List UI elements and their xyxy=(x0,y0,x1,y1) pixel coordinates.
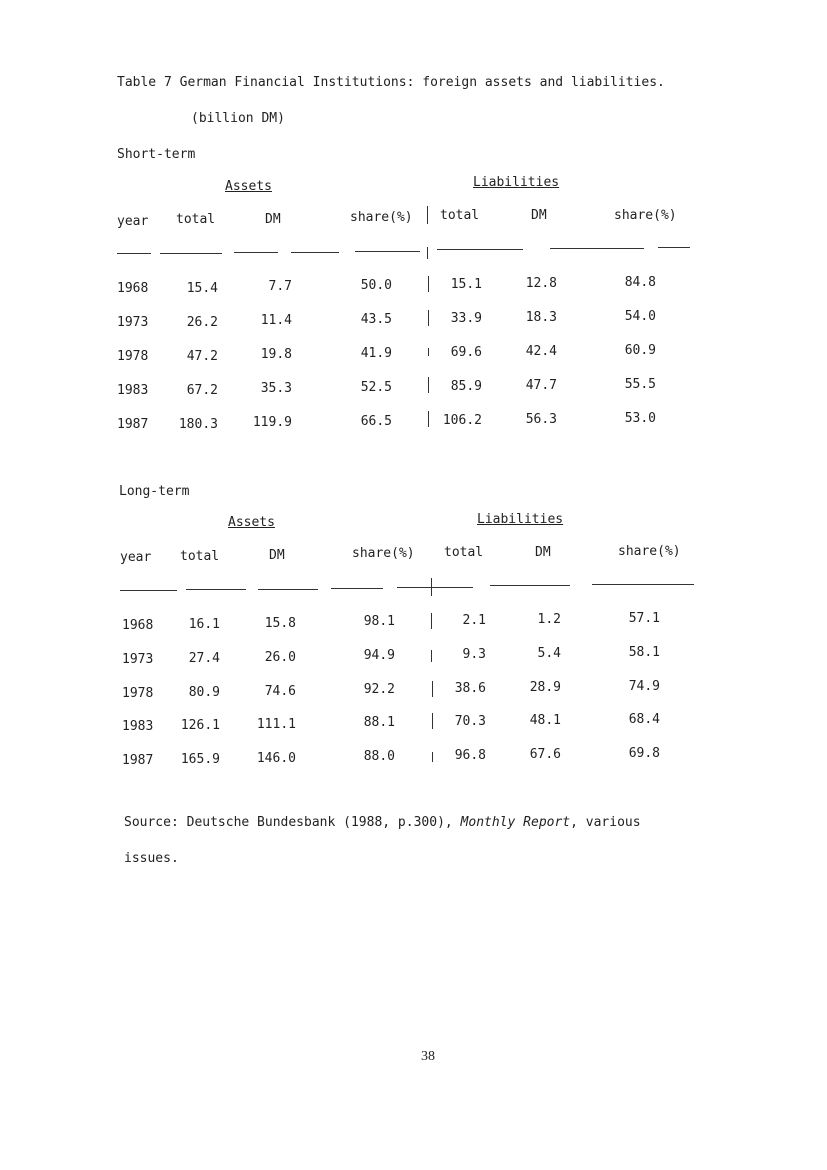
cell-liab-total: 106.2 xyxy=(442,413,482,428)
cell-year: 1978 xyxy=(117,349,149,364)
cell-assets-total: 16.1 xyxy=(188,617,220,632)
cell-assets-share: 88.0 xyxy=(363,749,395,764)
source-text-suffix: , various xyxy=(570,815,641,830)
cell-assets-share: 43.5 xyxy=(360,312,392,327)
cell-year: 1983 xyxy=(122,719,154,734)
cell-assets-total: 180.3 xyxy=(178,417,218,432)
cell-assets-total: 80.9 xyxy=(188,685,220,700)
cell-liab-share: 55.5 xyxy=(624,377,656,392)
cell-liab-dm: 1.2 xyxy=(537,612,561,627)
header-rule xyxy=(234,252,278,253)
cell-liab-total: 96.8 xyxy=(454,748,486,763)
cell-assets-dm: 7.7 xyxy=(268,279,292,294)
col-header-assets-dm: DM xyxy=(265,212,281,227)
header-rule xyxy=(550,248,644,249)
cell-assets-dm: 111.1 xyxy=(256,717,296,732)
cell-assets-total: 26.2 xyxy=(186,315,218,330)
col-header-assets-total: total xyxy=(176,212,216,227)
header-rule xyxy=(397,587,473,588)
cell-assets-dm: 74.6 xyxy=(264,684,296,699)
cell-liab-share: 84.8 xyxy=(624,275,656,290)
cell-liab-share: 53.0 xyxy=(624,411,656,426)
cell-year: 1968 xyxy=(122,618,154,633)
source-note-line2: issues. xyxy=(124,851,179,866)
col-header-assets-share: share(%) xyxy=(352,546,415,561)
cell-liab-share: 57.1 xyxy=(628,611,660,626)
cell-assets-total: 126.1 xyxy=(180,718,220,733)
cell-liab-dm: 5.4 xyxy=(537,646,561,661)
cell-year: 1968 xyxy=(117,281,149,296)
cell-liab-total: 33.9 xyxy=(450,311,482,326)
section-label-long-term: Long-term xyxy=(119,484,190,499)
header-rule xyxy=(437,249,523,250)
header-rule xyxy=(186,589,246,590)
source-note xyxy=(124,815,641,830)
cell-year: 1983 xyxy=(117,383,149,398)
col-header-assets-share: share(%) xyxy=(350,210,413,225)
cell-liab-dm: 18.3 xyxy=(525,310,557,325)
table-title: Table 7 German Financial Institutions: foreign assets and liabilities. xyxy=(117,75,665,90)
col-header-liab-share: share(%) xyxy=(618,544,681,559)
cell-assets-total: 15.4 xyxy=(186,281,218,296)
column-separator xyxy=(431,613,432,629)
cell-assets-dm: 26.0 xyxy=(264,650,296,665)
group-header-assets: Assets xyxy=(225,179,272,194)
header-rule xyxy=(331,588,383,589)
column-separator xyxy=(431,578,432,596)
column-separator xyxy=(428,276,429,292)
column-separator xyxy=(427,247,428,259)
col-header-year: year xyxy=(120,550,152,565)
header-rule xyxy=(117,253,151,254)
column-separator xyxy=(427,206,428,224)
source-text: Source: Deutsche Bundesbank (1988, p.300), xyxy=(124,815,461,830)
col-header-assets-total: total xyxy=(180,549,220,564)
header-rule xyxy=(355,251,420,252)
section-label-short-term: Short-term xyxy=(117,147,196,162)
cell-assets-share: 41.9 xyxy=(360,346,392,361)
cell-assets-share: 92.2 xyxy=(363,682,395,697)
cell-assets-total: 27.4 xyxy=(188,651,220,666)
cell-liab-total: 9.3 xyxy=(462,647,486,662)
cell-liab-total: 2.1 xyxy=(462,613,486,628)
cell-year: 1987 xyxy=(122,753,154,768)
col-header-liab-dm: DM xyxy=(535,545,551,560)
cell-liab-total: 15.1 xyxy=(450,277,482,292)
header-rule xyxy=(258,589,318,590)
column-separator xyxy=(431,650,432,662)
page-number: 38 xyxy=(421,1049,435,1064)
cell-year: 1973 xyxy=(117,315,149,330)
cell-year: 1987 xyxy=(117,417,149,432)
column-separator xyxy=(432,713,433,729)
cell-liab-dm: 28.9 xyxy=(529,680,561,695)
col-header-assets-dm: DM xyxy=(269,548,285,563)
cell-liab-total: 70.3 xyxy=(454,714,486,729)
cell-liab-dm: 48.1 xyxy=(529,713,561,728)
header-rule xyxy=(490,585,570,586)
cell-assets-share: 66.5 xyxy=(360,414,392,429)
col-header-liab-total: total xyxy=(444,545,484,560)
source-publication: Monthly Report xyxy=(460,815,571,830)
column-separator xyxy=(428,411,429,427)
cell-assets-total: 165.9 xyxy=(180,752,220,767)
cell-assets-share: 98.1 xyxy=(363,614,395,629)
cell-assets-share: 88.1 xyxy=(363,715,395,730)
cell-liab-dm: 67.6 xyxy=(529,747,561,762)
column-separator xyxy=(428,348,429,356)
cell-assets-total: 67.2 xyxy=(186,383,218,398)
cell-year: 1978 xyxy=(122,686,154,701)
cell-assets-dm: 35.3 xyxy=(260,381,292,396)
cell-liab-dm: 47.7 xyxy=(525,378,557,393)
column-separator xyxy=(432,681,433,697)
cell-assets-total: 47.2 xyxy=(186,349,218,364)
header-rule xyxy=(160,253,222,254)
column-separator xyxy=(428,310,429,326)
col-header-liab-total: total xyxy=(440,208,480,223)
header-rule xyxy=(291,252,339,253)
cell-assets-dm: 146.0 xyxy=(256,751,296,766)
column-separator xyxy=(432,752,433,762)
cell-liab-share: 58.1 xyxy=(628,645,660,660)
group-header-assets: Assets xyxy=(228,515,275,530)
group-header-liabilities: Liabilities xyxy=(477,512,564,527)
col-header-year: year xyxy=(117,214,149,229)
cell-liab-total: 85.9 xyxy=(450,379,482,394)
cell-assets-dm: 119.9 xyxy=(252,415,292,430)
col-header-liab-dm: DM xyxy=(531,208,547,223)
header-rule xyxy=(658,247,690,248)
cell-assets-dm: 11.4 xyxy=(260,313,292,328)
cell-liab-share: 54.0 xyxy=(624,309,656,324)
cell-liab-dm: 42.4 xyxy=(525,344,557,359)
cell-assets-share: 50.0 xyxy=(360,278,392,293)
cell-liab-share: 69.8 xyxy=(628,746,660,761)
header-rule xyxy=(592,584,694,585)
cell-assets-dm: 19.8 xyxy=(260,347,292,362)
cell-liab-dm: 56.3 xyxy=(525,412,557,427)
cell-assets-share: 94.9 xyxy=(363,648,395,663)
cell-liab-share: 68.4 xyxy=(628,712,660,727)
cell-assets-share: 52.5 xyxy=(360,380,392,395)
cell-liab-total: 38.6 xyxy=(454,681,486,696)
cell-liab-total: 69.6 xyxy=(450,345,482,360)
cell-liab-share: 74.9 xyxy=(628,679,660,694)
cell-liab-share: 60.9 xyxy=(624,343,656,358)
column-separator xyxy=(428,377,429,393)
group-header-liabilities: Liabilities xyxy=(473,175,560,190)
table-unit: (billion DM) xyxy=(191,111,285,126)
cell-year: 1973 xyxy=(122,652,154,667)
header-rule xyxy=(120,590,177,591)
cell-liab-dm: 12.8 xyxy=(525,276,557,291)
cell-assets-dm: 15.8 xyxy=(264,616,296,631)
col-header-liab-share: share(%) xyxy=(614,208,677,223)
